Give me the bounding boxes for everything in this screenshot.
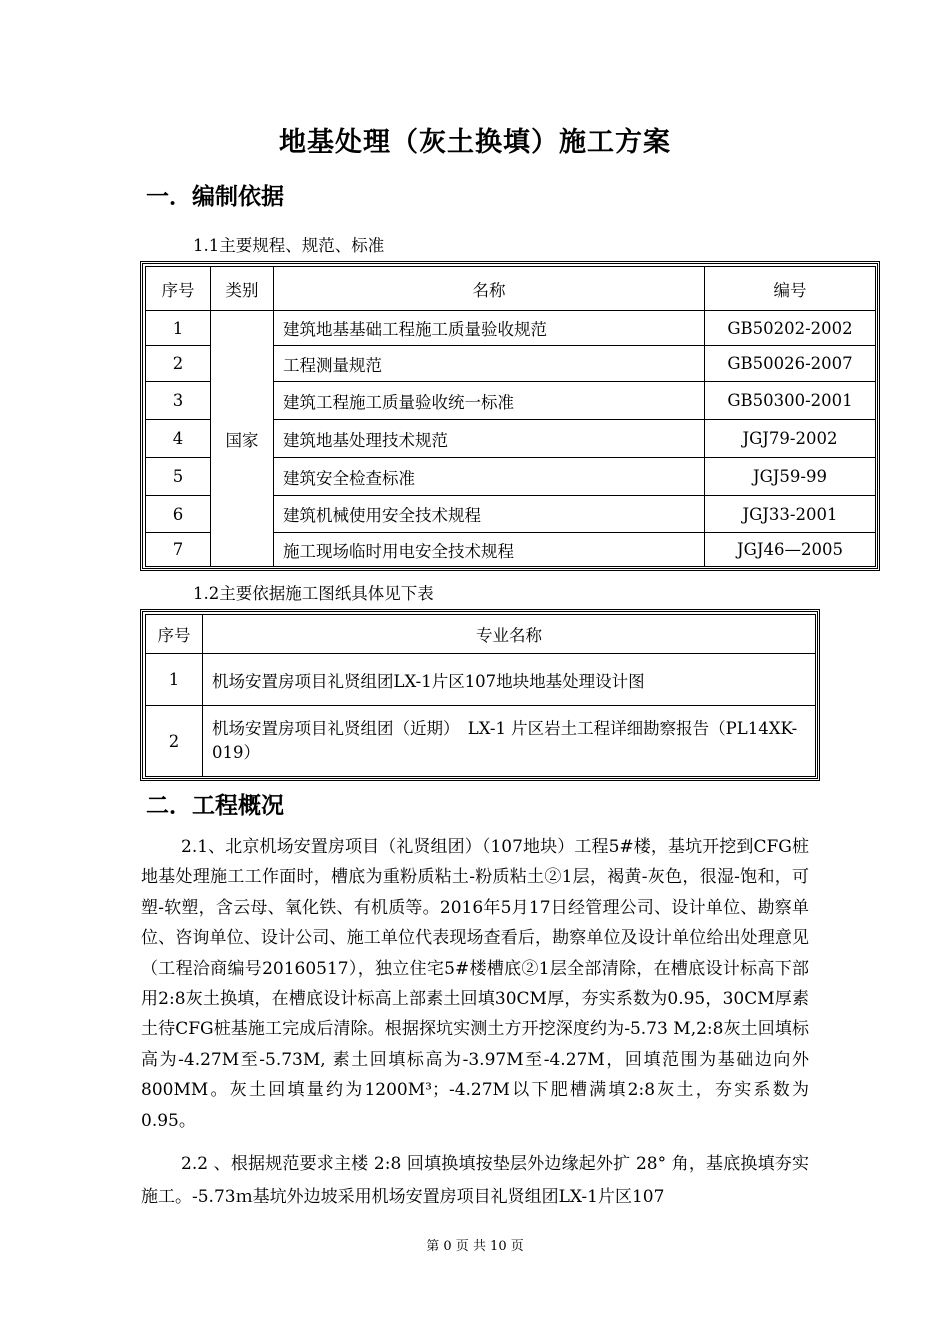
col-header-name: 名称 <box>274 267 705 311</box>
col-header-code: 编号 <box>705 267 876 311</box>
row-no: 3 <box>146 382 211 420</box>
row-name: 机场安置房项目礼贤组团（近期） LX-1 片区岩土工程详细勘察报告（PL14XK-019） <box>203 706 816 777</box>
row-code: GB50026-2007 <box>705 346 876 382</box>
row-no: 7 <box>146 533 211 567</box>
row-code: JGJ46—2005 <box>705 533 876 567</box>
row-no: 1 <box>146 654 203 706</box>
subheading-standards: 1.1主要规程、规范、标准 <box>193 236 385 255</box>
paragraph-2-1: 2.1、北京机场安置房项目（礼贤组团）（107地块）工程5#楼，基坑开挖到CFG桩地基处理施工工作面时，槽底为重粉质粘土-粉质粘土②1层，褐黄-灰色，很湿-饱和，可塑-软塑，含云母、氧化铁、有机质等。2016年5月17日经管理公司、设计单位、勘察单位、咨询单位、设计公司、施工单位代表现场查看后，勘察单位及设计单位给出处理意见（工程洽商编号20160517），独立住宅5#楼槽底②1层全部清除，在槽底设计标高下部用2:8灰土换填，在槽底设计标高上部素土回填30CM厚，夯实系数为0.95，30CM厚素土待CFG桩基施工完成后清除。根据探坑实测土方开挖深度约为-5.73 M,2:8灰土回填标高为-4.27M至-5.73M, 素土回填标高为-3.97M至-4.27M，回填范围为基础边向外800MM。灰土回填量约为1200M³；-4.27M以下肥槽满填2:8灰土，夯实系数为0.95。 <box>141 837 809 1131</box>
table-row <box>146 654 816 706</box>
row-code: JGJ33-2001 <box>705 496 876 533</box>
col-header-category: 类别 <box>211 267 274 311</box>
page-footer: 第 0 页 共 10 页 <box>426 1239 524 1254</box>
row-name: 建筑工程施工质量验收统一标准 <box>274 382 705 420</box>
row-name: 建筑机械使用安全技术规程 <box>274 496 705 533</box>
category-cell: 国家 <box>211 311 274 567</box>
row-no: 2 <box>146 346 211 382</box>
col-header-no: 序号 <box>146 267 211 311</box>
row-code: GB50300-2001 <box>705 382 876 420</box>
col-header-specialty: 专业名称 <box>203 615 816 654</box>
row-no: 4 <box>146 420 211 458</box>
table-header-row <box>146 267 876 311</box>
row-name: 建筑地基处理技术规范 <box>274 420 705 458</box>
row-code: GB50202-2002 <box>705 311 876 346</box>
row-no: 1 <box>146 311 211 346</box>
table-row <box>146 706 816 777</box>
col-header-no: 序号 <box>146 615 203 654</box>
paragraph-2-2: 2.2 、根据规范要求主楼 2:8 回填换填按垫层外边缘起外扩 28° 角，基底换填夯实施工。-5.73ｍ基坑外边坡采用机场安置房项目礼贤组团LX-1片区107 <box>141 1154 809 1207</box>
subheading-drawings: 1.2主要依据施工图纸具体见下表 <box>193 584 434 603</box>
drawings-table <box>145 614 816 777</box>
row-name: 机场安置房项目礼贤组团LX-1片区107地块地基处理设计图 <box>203 654 816 706</box>
row-no: 6 <box>146 496 211 533</box>
row-no: 2 <box>146 706 203 777</box>
row-name: 工程测量规范 <box>274 346 705 382</box>
table-row <box>146 311 876 346</box>
page-title: 地基处理（灰土换填）施工方案 <box>279 127 671 158</box>
row-code: JGJ59-99 <box>705 458 876 496</box>
row-name: 建筑地基基础工程施工质量验收规范 <box>274 311 705 346</box>
standards-table <box>145 266 876 567</box>
section-heading-basis: 一．编制依据 <box>146 184 284 210</box>
section-heading-overview: 二．工程概况 <box>146 793 284 819</box>
table-header-row <box>146 615 816 654</box>
row-code: JGJ79-2002 <box>705 420 876 458</box>
row-name: 建筑安全检查标准 <box>274 458 705 496</box>
row-name: 施工现场临时用电安全技术规程 <box>274 533 705 567</box>
row-no: 5 <box>146 458 211 496</box>
